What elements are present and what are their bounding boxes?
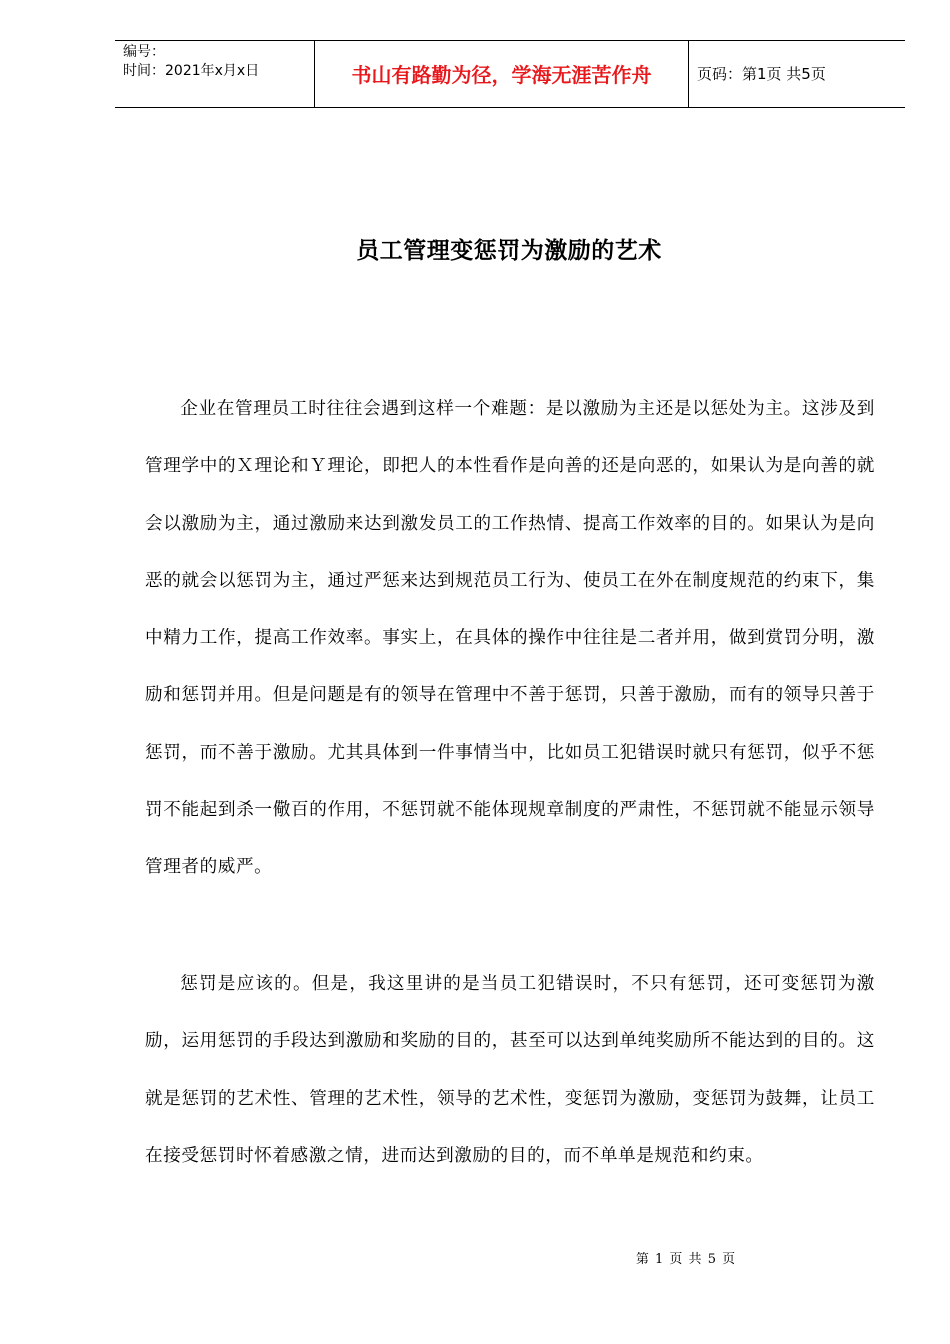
page-footer: 第 1 页 共 5 页 <box>635 1252 737 1267</box>
document-date: 时间：2021年x月x日 <box>123 63 260 79</box>
body-paragraph: 惩罚是应该的。但是，我这里讲的是当员工犯错误时，不只有惩罚，还可变惩罚为激励，运用惩罚的手段达到激励和奖励的目的，甚至可以达到单纯奖励所不能达到的目的。这就是惩罚的艺术性、管理的艺术性，领导的艺术性，变惩罚为激励，变惩罚为鼓舞，让员工在接受惩罚时怀着感激之情，进而达到激励的目的，而不单单是规范和约束。 <box>145 974 875 1166</box>
header-page-info: 页码：第1页 共5页 <box>697 64 826 83</box>
document-title: 员工管理变惩罚为激励的艺术 <box>356 238 662 264</box>
page-header <box>115 40 905 108</box>
header-motto: 书山有路勤为径，学海无涯苦作舟 <box>315 41 689 107</box>
body-paragraph: 企业在管理员工时往往会遇到这样一个难题：是以激励为主还是以惩处为主。这涉及到管理学中的Ｘ理论和Ｙ理论，即把人的本性看作是向善的还是向恶的，如果认为是向善的就会以激励为主，通过激励来达到激发员工的工作热情、提高工作效率的目的。如果认为是向恶的就会以惩罚为主，通过严惩来达到规范员工行为、使员工在外在制度规范的约束下，集中精力工作，提高工作效率。事实上，在具体的操作中往往是二者并用，做到赏罚分明，激励和惩罚并用。但是问题是有的领导在管理中不善于惩罚，只善于激励，而有的领导只善于惩罚，而不善于激励。尤其具体到一件事情当中，比如员工犯错误时就只有惩罚，似乎不惩罚不能起到杀一儆百的作用，不惩罚就不能体现规章制度的严肃性，不惩罚就不能显示领导管理者的威严。 <box>145 399 875 878</box>
header-meta <box>115 41 315 107</box>
document-number-label: 编号： <box>123 44 165 60</box>
